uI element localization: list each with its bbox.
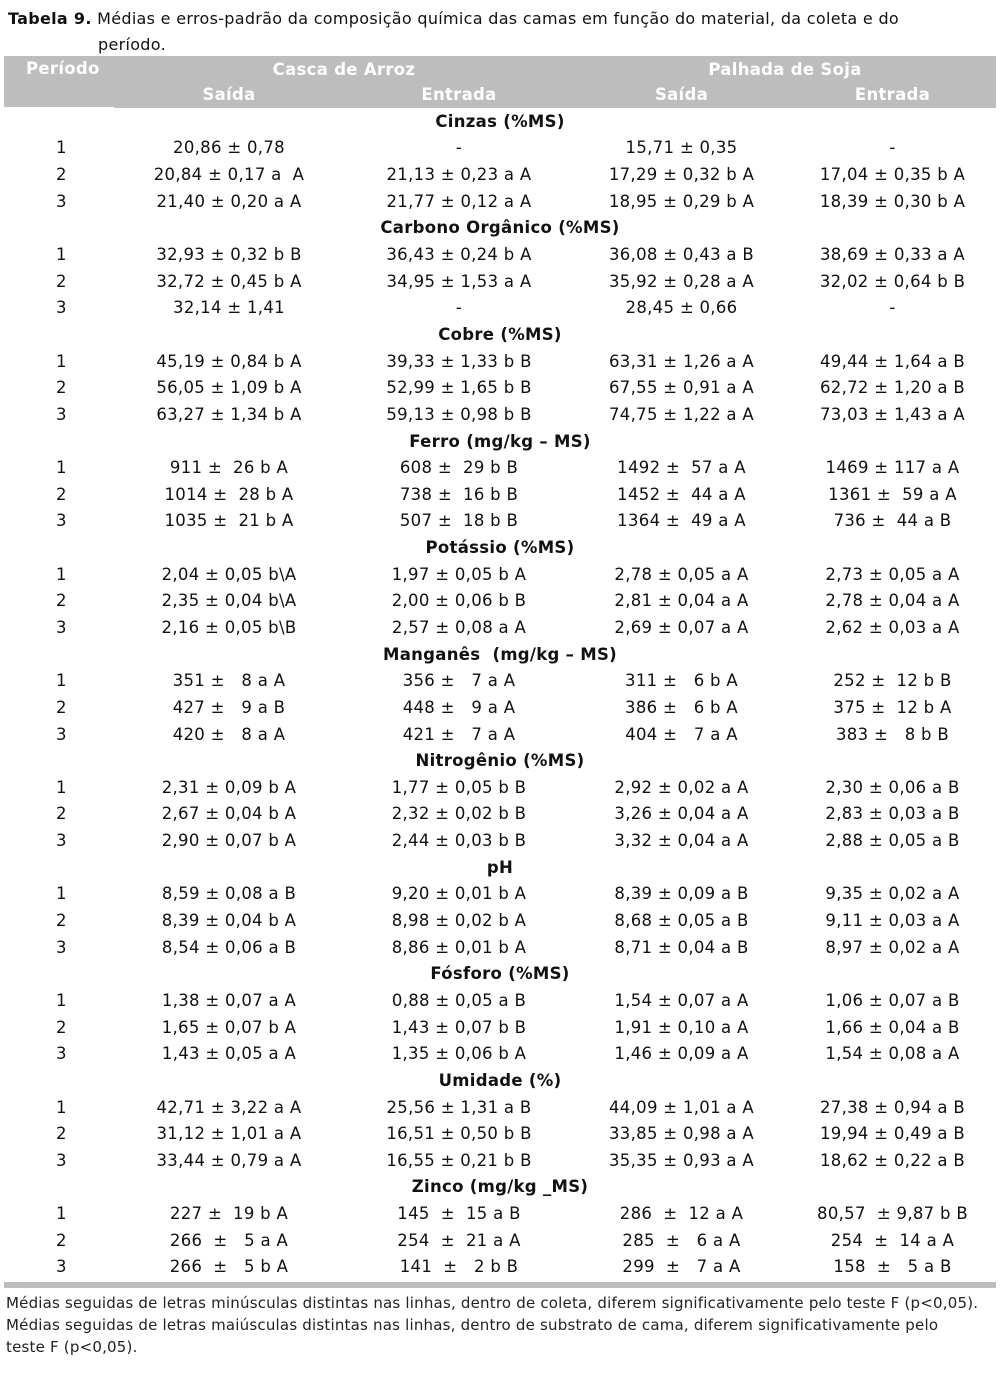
section-header-row	[4, 747, 996, 774]
value-cell: 911 ± 26 b A	[169, 458, 289, 478]
table-row	[4, 135, 996, 162]
section-header-row	[4, 215, 996, 242]
header-casca-entrada: Entrada	[344, 82, 574, 107]
value-cell: 15,71 ± 0,35	[625, 138, 738, 158]
value-cell: 80,57 ± 9,87 b B	[817, 1204, 968, 1224]
value-cell: 73,03 ± 1,43 a A	[820, 404, 965, 424]
footnotes	[6, 1292, 981, 1358]
period-cell: 1	[56, 671, 67, 691]
value-cell: 311 ± 6 b A	[625, 671, 738, 691]
period-cell: 3	[56, 1044, 67, 1064]
section-header-row	[4, 641, 996, 668]
value-cell: 28,45 ± 0,66	[625, 298, 738, 318]
value-cell: 2,67 ± 0,04 b A	[161, 804, 297, 824]
period-cell: 3	[56, 617, 67, 637]
value-cell: 59,13 ± 0,98 b B	[386, 404, 532, 424]
period-cell: 1	[56, 884, 67, 904]
period-cell: 3	[56, 1257, 67, 1277]
table-row	[4, 1094, 996, 1121]
value-cell: 0,88 ± 0,05 a B	[391, 990, 527, 1010]
value-cell: 67,55 ± 0,91 a A	[609, 378, 754, 398]
period-cell: 3	[56, 831, 67, 851]
value-cell: -	[889, 138, 896, 158]
value-cell: 19,94 ± 0,49 a B	[819, 1124, 965, 1144]
value-cell: 2,44 ± 0,03 b B	[391, 831, 527, 851]
period-cell: 3	[56, 404, 67, 424]
table-row	[4, 881, 996, 908]
table-row	[4, 907, 996, 934]
value-cell: 17,29 ± 0,32 b A	[608, 165, 755, 185]
table-row	[4, 481, 996, 508]
value-cell: 254 ± 21 a A	[397, 1230, 521, 1250]
value-cell: 36,08 ± 0,43 a B	[608, 245, 754, 265]
period-cell: 1	[56, 990, 67, 1010]
value-cell: 38,69 ± 0,33 a A	[820, 245, 965, 265]
value-cell: 34,95 ± 1,53 a A	[386, 271, 532, 291]
table-row	[4, 348, 996, 375]
value-cell: 448 ± 9 a A	[402, 697, 516, 717]
value-cell: 2,16 ± 0,05 b\B	[161, 617, 297, 637]
table-row	[4, 614, 996, 641]
value-cell: 2,32 ± 0,02 b B	[391, 804, 527, 824]
section-title: Cobre (%MS)	[438, 324, 562, 344]
header-periodo: Período	[4, 56, 114, 107]
period-cell: 2	[56, 697, 67, 717]
value-cell: 63,31 ± 1,26 a A	[609, 351, 754, 371]
value-cell: 32,14 ± 1,41	[173, 298, 285, 318]
value-cell: 738 ± 16 b B	[399, 484, 519, 504]
period-cell: 2	[56, 1124, 67, 1144]
value-cell: -	[455, 138, 463, 158]
value-cell: 356 ± 7 a A	[402, 671, 516, 691]
value-cell: 1,54 ± 0,08 a A	[825, 1044, 960, 1064]
value-cell: 21,77 ± 0,12 a A	[386, 191, 532, 211]
table-row	[4, 694, 996, 721]
table-row	[4, 1147, 996, 1174]
value-cell: 2,35 ± 0,04 b\A	[161, 591, 297, 611]
composition-table	[4, 56, 996, 1280]
value-cell: 27,38 ± 0,94 a B	[819, 1097, 965, 1117]
value-cell: 8,54 ± 0,06 a B	[161, 937, 297, 957]
value-cell: 31,12 ± 1,01 a A	[156, 1124, 302, 1144]
value-cell: 299 ± 7 a A	[622, 1257, 741, 1277]
period-cell: 1	[56, 245, 67, 265]
table-row	[4, 161, 996, 188]
value-cell: 1,06 ± 0,07 a B	[825, 990, 960, 1010]
caption-text-line1: Médias e erros-padrão da composição química das camas em função do material, da coleta e do	[97, 9, 899, 28]
value-cell: 3,26 ± 0,04 a A	[614, 804, 749, 824]
period-cell: 2	[56, 484, 67, 504]
value-cell: 1469 ± 117 a A	[825, 458, 960, 478]
section-header-row	[4, 1174, 996, 1201]
table-row	[4, 268, 996, 295]
value-cell: 1,66 ± 0,04 a B	[825, 1017, 960, 1037]
table-row	[4, 561, 996, 588]
value-cell: 2,57 ± 0,08 a A	[391, 617, 527, 637]
value-cell: 32,72 ± 0,45 b A	[156, 271, 302, 291]
value-cell: 1364 ± 49 a A	[617, 511, 746, 531]
value-cell: 2,30 ± 0,06 a B	[825, 777, 960, 797]
value-cell: 56,05 ± 1,09 b A	[156, 378, 302, 398]
footnote-uppercase: Médias seguidas de letras maiúsculas distintas nas linhas, dentro de substrato de cama, diferem significativamente pelo teste F (p<0,05).	[6, 1316, 939, 1356]
table-row	[4, 1227, 996, 1254]
table-body	[4, 107, 996, 1280]
period-cell: 1	[56, 1097, 67, 1117]
table-row	[4, 454, 996, 481]
header-casca-de-arroz: Casca de Arroz	[114, 56, 574, 82]
value-cell: 285 ± 6 a A	[622, 1230, 741, 1250]
value-cell: 74,75 ± 1,22 a A	[609, 404, 754, 424]
value-cell: 2,00 ± 0,06 b B	[391, 591, 527, 611]
value-cell: 63,27 ± 1,34 b A	[156, 404, 302, 424]
section-title: Zinco (mg/kg _MS)	[411, 1177, 589, 1197]
table-row	[4, 1254, 996, 1281]
value-cell: 145 ± 15 a B	[397, 1204, 521, 1224]
period-cell: 1	[56, 138, 67, 158]
value-cell: 9,35 ± 0,02 a A	[825, 884, 960, 904]
value-cell: 386 ± 6 b A	[625, 697, 738, 717]
section-title: Fósforo (%MS)	[430, 964, 570, 984]
value-cell: 375 ± 12 b A	[833, 697, 952, 717]
caption-label: Tabela 9.	[8, 9, 92, 28]
value-cell: 18,95 ± 0,29 b A	[608, 191, 755, 211]
period-cell: 2	[56, 1230, 67, 1250]
period-cell: 2	[56, 1017, 67, 1037]
period-cell: 3	[56, 937, 67, 957]
value-cell: 21,13 ± 0,23 a A	[386, 165, 532, 185]
value-cell: 1,77 ± 0,05 b B	[391, 777, 527, 797]
value-cell: 421 ± 7 a A	[402, 724, 516, 744]
value-cell: 35,35 ± 0,93 a A	[609, 1150, 754, 1170]
table-row	[4, 934, 996, 961]
section-title: Potássio (%MS)	[425, 538, 575, 558]
value-cell: 1,91 ± 0,10 a A	[614, 1017, 749, 1037]
table-row	[4, 401, 996, 428]
value-cell: 8,59 ± 0,08 a B	[161, 884, 297, 904]
section-title: Umidade (%)	[438, 1070, 562, 1090]
value-cell: 1361 ± 59 a A	[828, 484, 957, 504]
value-cell: 39,33 ± 1,33 b B	[386, 351, 532, 371]
value-cell: 254 ± 14 a A	[830, 1230, 955, 1250]
table-row	[4, 374, 996, 401]
section-header-row	[4, 107, 996, 135]
table-row	[4, 1040, 996, 1067]
value-cell: 286 ± 12 a A	[619, 1204, 744, 1224]
period-cell: 1	[56, 1204, 67, 1224]
value-cell: 2,92 ± 0,02 a A	[614, 777, 749, 797]
value-cell: 2,83 ± 0,03 a B	[825, 804, 960, 824]
value-cell: 1,43 ± 0,07 b B	[391, 1017, 527, 1037]
caption-text-line2: período.	[98, 35, 166, 54]
value-cell: 8,97 ± 0,02 a A	[825, 937, 960, 957]
value-cell: 8,98 ± 0,02 b A	[391, 911, 527, 931]
table-row	[4, 188, 996, 215]
section-header-row	[4, 1067, 996, 1094]
value-cell: 266 ± 5 b A	[169, 1257, 289, 1277]
value-cell: 1,97 ± 0,05 b A	[391, 564, 527, 584]
header-palhada-saida: Saída	[574, 82, 789, 107]
header-palhada-entrada: Entrada	[789, 82, 996, 107]
section-header-row	[4, 854, 996, 881]
table-row	[4, 241, 996, 268]
period-cell: 2	[56, 911, 67, 931]
value-cell: 383 ± 8 b B	[836, 724, 949, 744]
value-cell: 1,43 ± 0,05 a A	[161, 1044, 297, 1064]
value-cell: 266 ± 5 a A	[169, 1230, 289, 1250]
value-cell: 158 ± 5 a B	[833, 1257, 952, 1277]
value-cell: 42,71 ± 3,22 a A	[156, 1097, 302, 1117]
period-cell: 3	[56, 1150, 67, 1170]
section-header-row	[4, 428, 996, 455]
table-header	[4, 56, 996, 107]
value-cell: 227 ± 19 b A	[169, 1204, 289, 1224]
value-cell: 252 ± 12 b B	[833, 671, 952, 691]
value-cell: 32,93 ± 0,32 b B	[156, 245, 302, 265]
period-cell: 3	[56, 298, 67, 318]
value-cell: 2,62 ± 0,03 a A	[825, 617, 960, 637]
value-cell: 8,68 ± 0,05 a B	[614, 911, 749, 931]
value-cell: 2,90 ± 0,07 b A	[161, 831, 297, 851]
value-cell: 1,35 ± 0,06 b A	[391, 1044, 527, 1064]
period-cell: 2	[56, 804, 67, 824]
section-title: Ferro (mg/kg – MS)	[409, 431, 591, 451]
value-cell: 2,73 ± 0,05 a A	[825, 564, 960, 584]
value-cell: 507 ± 18 b B	[399, 511, 519, 531]
section-title: Carbono Orgânico (%MS)	[380, 218, 620, 238]
value-cell: 35,92 ± 0,28 a A	[609, 271, 754, 291]
value-cell: 2,31 ± 0,09 b A	[161, 777, 297, 797]
value-cell: 33,44 ± 0,79 a A	[156, 1150, 302, 1170]
section-title: Manganês (mg/kg – MS)	[382, 644, 618, 664]
value-cell: 21,40 ± 0,20 a A	[156, 191, 302, 211]
table-row	[4, 508, 996, 535]
period-cell: 2	[56, 271, 67, 291]
value-cell: 20,84 ± 0,17 a A	[153, 165, 305, 185]
value-cell: -	[889, 298, 896, 318]
value-cell: 25,56 ± 1,31 a B	[386, 1097, 532, 1117]
value-cell: 2,69 ± 0,07 a A	[614, 617, 749, 637]
value-cell: 1,46 ± 0,09 a A	[614, 1044, 749, 1064]
value-cell: -	[455, 298, 463, 318]
table-row	[4, 294, 996, 321]
period-cell: 3	[56, 511, 67, 531]
table-row	[4, 721, 996, 748]
value-cell: 9,20 ± 0,01 b A	[391, 884, 527, 904]
value-cell: 20,86 ± 0,78	[173, 138, 285, 158]
table-row	[4, 774, 996, 801]
value-cell: 8,39 ± 0,04 b A	[161, 911, 297, 931]
table-row	[4, 1014, 996, 1041]
header-casca-saida: Saída	[114, 82, 344, 107]
table-row	[4, 667, 996, 694]
table-bottom-rule	[4, 1282, 996, 1288]
period-cell: 2	[56, 165, 67, 185]
period-cell: 1	[56, 564, 67, 584]
table-row	[4, 588, 996, 615]
value-cell: 52,99 ± 1,65 b B	[386, 378, 532, 398]
period-cell: 2	[56, 378, 67, 398]
value-cell: 44,09 ± 1,01 a A	[609, 1097, 754, 1117]
period-cell: 3	[56, 191, 67, 211]
value-cell: 33,85 ± 0,98 a A	[609, 1124, 754, 1144]
value-cell: 1492 ± 57 a A	[617, 458, 746, 478]
value-cell: 36,43 ± 0,24 b A	[386, 245, 532, 265]
table-row	[4, 1120, 996, 1147]
footnote-lowercase: Médias seguidas de letras minúsculas distintas nas linhas, dentro de coleta, diferem significativamente pelo teste F (p<0,05).	[6, 1294, 979, 1312]
value-cell: 1,54 ± 0,07 a A	[614, 990, 749, 1010]
value-cell: 45,19 ± 0,84 b A	[156, 351, 302, 371]
value-cell: 2,81 ± 0,04 a A	[614, 591, 749, 611]
period-cell: 2	[56, 591, 67, 611]
value-cell: 1014 ± 28 b A	[164, 484, 294, 504]
value-cell: 18,62 ± 0,22 a B	[819, 1150, 965, 1170]
value-cell: 16,55 ± 0,21 b B	[386, 1150, 532, 1170]
value-cell: 736 ± 44 a B	[833, 511, 952, 531]
section-header-row	[4, 534, 996, 561]
period-cell: 1	[56, 458, 67, 478]
section-title: Nitrogênio (%MS)	[415, 751, 585, 771]
value-cell: 351 ± 8 a A	[172, 671, 286, 691]
period-cell: 1	[56, 351, 67, 371]
value-cell: 8,39 ± 0,09 a B	[614, 884, 749, 904]
value-cell: 404 ± 7 a A	[625, 724, 738, 744]
table-row	[4, 827, 996, 854]
value-cell: 32,02 ± 0,64 b B	[819, 271, 966, 291]
value-cell: 2,04 ± 0,05 b\A	[161, 564, 297, 584]
value-cell: 49,44 ± 1,64 a B	[819, 351, 965, 371]
value-cell: 1,38 ± 0,07 a A	[161, 990, 297, 1010]
value-cell: 17,04 ± 0,35 b A	[819, 165, 966, 185]
table-caption	[8, 6, 968, 58]
value-cell: 2,78 ± 0,05 a A	[614, 564, 749, 584]
table-row	[4, 987, 996, 1014]
table-row	[4, 1200, 996, 1227]
table-row	[4, 801, 996, 828]
value-cell: 1,65 ± 0,07 b A	[161, 1017, 297, 1037]
section-title: pH	[486, 857, 514, 877]
value-cell: 427 ± 9 a B	[172, 697, 286, 717]
value-cell: 62,72 ± 1,20 a B	[819, 378, 965, 398]
period-cell: 3	[56, 724, 67, 744]
value-cell: 8,71 ± 0,04 a B	[614, 937, 749, 957]
section-title: Cinzas (%MS)	[435, 111, 565, 131]
section-header-row	[4, 961, 996, 988]
value-cell: 3,32 ± 0,04 a A	[614, 831, 749, 851]
value-cell: 9,11 ± 0,03 a A	[825, 911, 960, 931]
value-cell: 8,86 ± 0,01 b A	[391, 937, 527, 957]
value-cell: 420 ± 8 a A	[172, 724, 286, 744]
value-cell: 16,51 ± 0,50 b B	[386, 1124, 532, 1144]
value-cell: 2,78 ± 0,04 a A	[825, 591, 960, 611]
value-cell: 608 ± 29 b B	[399, 458, 519, 478]
section-header-row	[4, 321, 996, 348]
value-cell: 141 ± 2 b B	[399, 1257, 519, 1277]
value-cell: 1035 ± 21 b A	[164, 511, 294, 531]
value-cell: 18,39 ± 0,30 b A	[819, 191, 966, 211]
value-cell: 1452 ± 44 a A	[617, 484, 746, 504]
value-cell: 2,88 ± 0,05 a B	[825, 831, 960, 851]
period-cell: 1	[56, 777, 67, 797]
header-palhada-de-soja: Palhada de Soja	[574, 56, 996, 82]
